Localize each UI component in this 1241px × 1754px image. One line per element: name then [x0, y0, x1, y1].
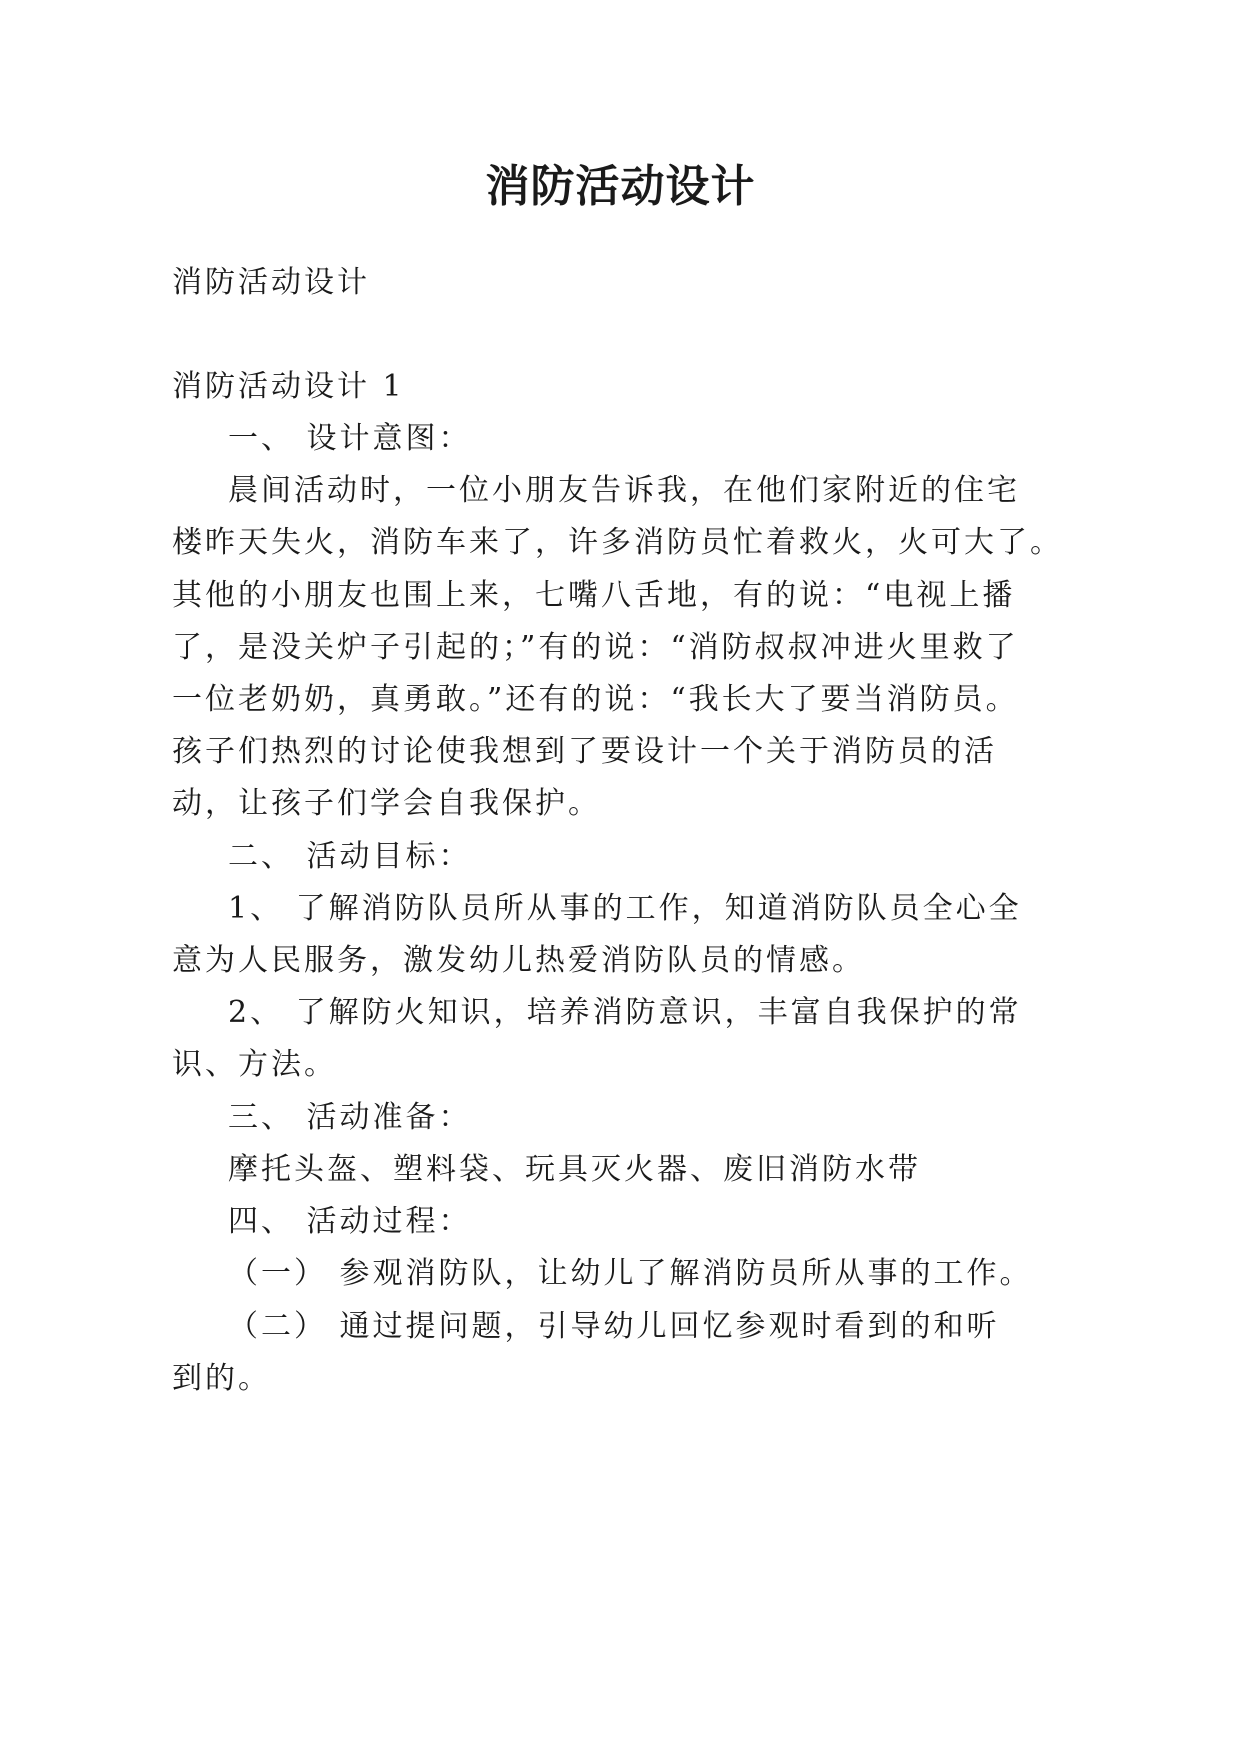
paragraph-line: 楼昨天失火，消防车来了，许多消防员忙着救火，火可大了。 — [172, 525, 1063, 560]
heading-activity-process: 四、 活动过程： — [228, 1204, 472, 1239]
paragraph-line: 动，让孩子们学会自我保护。 — [172, 786, 601, 821]
heading-activity-preparation: 三、 活动准备： — [228, 1100, 472, 1135]
document-subtitle: 消防活动设计 — [172, 265, 370, 300]
heading-activity-goals: 二、 活动目标： — [228, 839, 472, 874]
paragraph-line: 孩子们热烈的讨论使我想到了要设计一个关于消防员的活 — [172, 734, 997, 769]
paragraph-line: 识、方法。 — [172, 1047, 337, 1082]
paragraph-line: 1、 了解消防队员所从事的工作，知道消防队员全心全 — [228, 891, 1022, 926]
paragraph-line: 晨间活动时，一位小朋友告诉我，在他们家附近的住宅 — [228, 473, 1020, 508]
paragraph-line: 到的。 — [172, 1361, 271, 1396]
section-title: 消防活动设计 1 — [172, 369, 405, 404]
paragraph-line: 了，是没关炉子引起的；”有的说：“消防叔叔冲进火里救了 — [172, 630, 1019, 665]
paragraph-line: （一） 参观消防队，让幼儿了解消防员所从事的工作。 — [228, 1256, 1033, 1291]
paragraph-line: 2、 了解防火知识，培养消防意识，丰富自我保护的常 — [228, 995, 1022, 1030]
paragraph-line: （二） 通过提问题，引导幼儿回忆参观时看到的和听 — [228, 1309, 1000, 1344]
paragraph-line: 摩托头盔、塑料袋、玩具灭火器、废旧消防水带 — [228, 1152, 921, 1187]
paragraph-line: 意为人民服务，激发幼儿热爱消防队员的情感。 — [172, 943, 865, 978]
paragraph-line: 其他的小朋友也围上来，七嘴八舌地，有的说：“电视上播 — [172, 578, 1016, 613]
paragraph-line: 一位老奶奶，真勇敢。”还有的说：“我长大了要当消防员。 — [172, 682, 1019, 717]
document-title: 消防活动设计 — [485, 161, 756, 212]
heading-design-intent: 一、 设计意图： — [228, 421, 472, 456]
